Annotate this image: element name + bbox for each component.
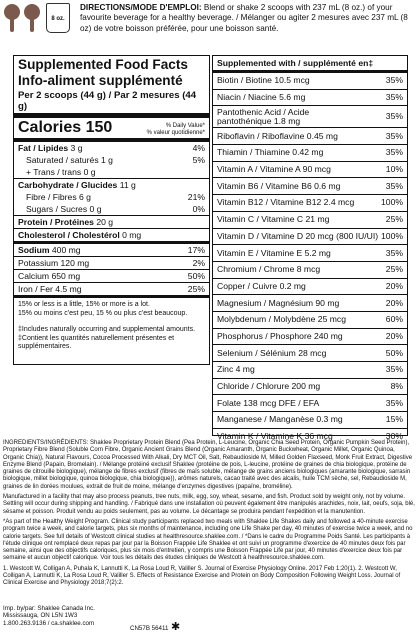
supplement-label: Manganese / Manganèse 0.3 mg <box>217 414 343 425</box>
footnote-2: 15% ou moins c'est peu, 15 % ou plus c'est beaucoup. <box>18 309 188 317</box>
supplement-label: Folate 138 mcg DFE / EFA <box>217 397 320 408</box>
directions-header <box>0 0 419 50</box>
nutrient-amount: 1 g <box>101 155 113 165</box>
facts-footnote <box>14 295 209 355</box>
ingredients-text: INGREDIENTS/INGRÉDIENTS: Shaklee Proprietary Protein Blend (Pea Protein, L-Leucine, Organic Chia Seed Protein, Organic Pumpkin Seed Protein), Proprietary Fibre Blend (Soluble Corn Fibre, Organic Ancient Grains Blend (Organic Amaranth, Organic Buckwheat, Organic Millet, Organic Quinoa, Organic Chia)), Natural Flavours, Cocoa Processed With Alkali, Dry MCT Oil, Salt, Rebaudioside M, Milled Golden Flaxseed, Monk Fruit Extract, Digestive Enzyme Blend (Papain, Bromelain). / Mélange protéiné exclusif Shaklee (protéine de pois, L-leucine, protéine de graines de chia biologique, protéine de graines de citrouille biologique), mélange de fibres exclusif (fibres de maïs soluble, mélange de grains anciens biologiques (amarante biologique, sarrasin biologique, millet biologique, quinoa biologique, chia biologique)), arômes naturels, cacao traité avec des alcalis, huile TCM sèche, sel, Rebaudioside M, graines de lin dorées moulues, extrait de fruit de moine, mélange d'enzymes digestives (papaïne, broméline). <box>3 440 413 490</box>
references-text: 1. Westcott W, Colligan A, Puhala K, Lannutti K, La Rosa Loud R, Valiller S. Journal of Exercise Physiology Online. 2017 Feb 1;20(1). 2. Westcott W, Colligan A, Lannutti K, La Rosa Loud R, Valiller S. Effects of Resistance Exercise and Protein on Body Composition Following Weight Loss. Journal of Clinical Exercise and Physiology 2018;7(2):2. <box>3 565 401 587</box>
footnote-3: ‡Includes naturally occurring and supplemental amounts. <box>18 326 196 334</box>
supplement-row <box>213 344 407 361</box>
study-text: *As part of the Healthy Weight Program. Clinical study participants replaced two meals with Shaklee Life Shakes daily and followed a 40-minute exercise program twice a week, and calorie targets, plus six months of maintenance, including one Life Shake per day, 40 minutes of exercise twice a week, and no calorie targets. See full details of Westcott clinical studies at healthresource.shaklee.com. / *Dans le cadre du Programme Poids Santé. Les participants à l'étude clinique ont remplacé deux repas par jour par la Boisson Frappée Life Shaklee et ont suivi un programme d'exercice de 40 minutes deux fois par semaine, ainsi que des objectifs caloriques, plus six mois d'entretien, y compris une Boisson Frappée Life par jour, 40 minutes d'exercice deux fois par semaine et aucun objectif calorique. Voir tous les détails des études cliniques de Westcott à healthresource.shaklee.com. <box>3 518 413 562</box>
supplement-label: Phosphorus / Phosphore 240 mg <box>217 330 343 341</box>
footnote-1: 15% or less is a little, 15% or more is a lot. <box>18 301 150 308</box>
nutrient-name: Cholesterol / Cholestérol <box>18 230 120 240</box>
supplement-label: Vitamin C / Vitamine C 21 mg <box>217 214 330 225</box>
nutrient-label <box>18 192 91 202</box>
nutrient-row <box>14 215 209 228</box>
dv-header <box>147 123 205 137</box>
supplement-label: Thiamin / Thiamine 0.42 mg <box>217 147 324 158</box>
nutrient-label <box>18 284 82 294</box>
supplement-row <box>213 378 407 395</box>
facts-title-fr: Info-aliment supplémenté <box>18 73 183 88</box>
allergen-text: Manufactured in a facility that may also process peanuts, tree nuts, milk, egg, soy, wheat, sesame, and fish. Product sold by weight only, not by volume. Settling will occur during shipping and handling. / Fabriqué dans une installation où peuvent également être manipulés arachides, noix, lait, oeufs, soja, blé, sésame et poisson. Produit vendu au poids seulement, pas au volume. Le décantage se produira pendant l'expédition et la manutention. <box>3 494 415 515</box>
supplement-dv: 100% <box>381 230 403 241</box>
supplement-dv: 15% <box>385 414 403 425</box>
supplement-dv: 35% <box>385 130 403 141</box>
supplement-row <box>213 328 407 345</box>
supplement-label: Copper / Cuivre 0.2 mg <box>217 280 306 291</box>
supplement-row <box>213 89 407 106</box>
importer-info <box>3 605 416 627</box>
supplement-dv: 35% <box>385 397 403 408</box>
supplement-label: Vitamin K / Vitamine K 36 mcg <box>217 431 333 442</box>
calories-row <box>14 118 209 141</box>
supplement-row <box>213 105 407 127</box>
supplements-title: Supplemented with / supplémenté en‡ <box>213 56 407 73</box>
nutrient-amount: 6 g <box>79 192 91 202</box>
supplement-label: Zinc 4 mg <box>217 364 255 375</box>
nutrient-row <box>14 269 209 282</box>
nutrient-row <box>14 282 209 295</box>
supplement-label: Vitamin B12 / Vitamine B12 2.4 mcg <box>217 197 355 208</box>
directions-body: Blend or shake 2 scoops with 237 mL (8 oz.) of your favourite beverage for a healthy beverage. / Mélanger ou agiter 2 mesures avec 237 mL (8 oz) de votre boisson préférée, pour une boisson santé. <box>80 3 408 33</box>
nutrient-dv: 4% <box>192 143 205 153</box>
calories-value: 150 <box>85 119 113 136</box>
nutrient-dv: 0% <box>192 204 205 214</box>
supplement-dv: 35% <box>385 180 403 191</box>
nutrient-label <box>18 155 113 165</box>
supplement-label: Niacin / Niacine 5.6 mg <box>217 92 306 103</box>
serving-size: Per 2 scoops (44 g) / Par 2 mesures (44 g) <box>14 88 209 118</box>
supplement-row <box>213 73 407 89</box>
supplement-row <box>213 311 407 328</box>
nutrient-label <box>18 217 113 227</box>
nutrient-dv: 2% <box>192 258 205 268</box>
supplement-dv: 20% <box>385 297 403 308</box>
nutrient-name: Carbohydrate / Glucides <box>18 180 118 190</box>
supplement-dv: 35% <box>385 111 403 122</box>
nutrient-name: Calcium <box>18 271 50 281</box>
importer-line-3: 1.800.263.9136 / ca.shaklee.com <box>3 619 95 627</box>
nutrient-amount: 400 mg <box>51 245 81 255</box>
nutrient-amount: 0 g <box>89 204 102 214</box>
nutrient-name: Potassium <box>18 258 59 268</box>
dv-header-en: % Daily Value* <box>165 123 205 129</box>
nutrient-row <box>14 178 209 191</box>
supplements-panel <box>212 55 408 442</box>
glass-icon <box>46 3 70 33</box>
facts-title-en: Supplemented Food Facts <box>18 57 188 72</box>
nutrient-row <box>14 203 209 215</box>
dv-header-fr: % valeur quotidienne* <box>146 130 205 136</box>
supplement-dv: 30% <box>385 431 403 442</box>
supplement-dv: 35% <box>385 247 403 258</box>
nutrient-name: + Trans / trans <box>26 167 82 177</box>
supplement-dv: 20% <box>385 330 403 341</box>
supplement-label: Biotin / Biotine 10.5 mcg <box>217 75 310 86</box>
supplement-row <box>213 394 407 411</box>
nutrient-name: Fibre / Fibres <box>26 192 77 202</box>
nutrient-amount: 650 mg <box>51 271 81 281</box>
supplement-label: Vitamin D / Vitamine D 20 mcg (800 IU/UI) <box>217 230 379 241</box>
nutrient-label <box>18 230 141 240</box>
scoop-icon <box>24 4 40 32</box>
nutrient-dv: 25% <box>187 284 205 294</box>
directions-heading: DIRECTIONS/MODE D'EMPLOI: <box>80 3 202 12</box>
nutrient-name: Saturated / saturés <box>26 155 99 165</box>
nutrient-row <box>14 191 209 203</box>
supplement-row <box>213 261 407 278</box>
nutrient-amount: 3 g <box>70 143 83 153</box>
nutrient-amount: 0 g <box>83 167 96 177</box>
nutrient-dv: 17% <box>187 245 205 255</box>
nutrient-amount: 4.5 mg <box>55 284 82 294</box>
nutrient-name: Protein / Protéines <box>18 217 94 227</box>
nutrient-label <box>18 167 96 177</box>
ingredients-section <box>3 440 416 591</box>
supplement-row <box>213 228 407 245</box>
nutrient-amount: 120 mg <box>60 258 90 268</box>
footnote-4: ‡Contient les quantités naturellement présentes et supplémentaires. <box>18 334 175 351</box>
supplement-label: Magnesium / Magnésium 90 mg <box>217 297 340 308</box>
calories-label: Calories <box>18 119 82 136</box>
importer-line-2: Mississauga, ON L5N 1W3 <box>3 612 78 620</box>
supplement-label: Selenium / Sélénium 28 mcg <box>217 347 327 358</box>
nutrient-amount: 11 g <box>119 180 136 190</box>
supplement-row <box>213 127 407 144</box>
supplement-dv: 25% <box>385 214 403 225</box>
supplement-row <box>213 244 407 261</box>
nutrient-list <box>14 141 209 295</box>
supplement-label: Pantothenic Acid / Acide pantothénique 1.8 mg <box>217 106 310 126</box>
nutrient-label <box>18 245 81 255</box>
supplement-dv: 25% <box>385 264 403 275</box>
supplement-dv: 35% <box>385 92 403 103</box>
nutrient-dv: 5% <box>192 155 205 165</box>
supplement-label: Riboflavin / Riboflavine 0.45 mg <box>217 130 338 141</box>
supplement-dv: 35% <box>385 364 403 375</box>
supplement-row <box>213 194 407 211</box>
supplement-dv: 50% <box>385 347 403 358</box>
nutrient-row <box>14 166 209 178</box>
supplement-row <box>213 177 407 194</box>
nutrient-label <box>18 180 136 190</box>
nutrition-facts-panel <box>13 55 210 365</box>
nutrient-amount: 0 mg <box>122 230 142 240</box>
supplement-row <box>213 278 407 295</box>
supplement-list <box>213 73 407 444</box>
nutrient-label <box>18 258 89 268</box>
supplement-dv: 20% <box>385 280 403 291</box>
nutrient-name: Sugars / Sucres <box>26 204 88 214</box>
supplement-label: Vitamin A / Vitamine A 90 mcg <box>217 164 331 175</box>
nutrient-row <box>14 256 209 269</box>
supplement-dv: 10% <box>385 164 403 175</box>
importer-line-1: Imp. by/par: Shaklee Canada Inc. <box>3 605 95 612</box>
supplement-label: Vitamin E / Vitamine E 5.2 mg <box>217 247 331 258</box>
supplement-row <box>213 411 407 428</box>
nutrient-label <box>18 271 80 281</box>
nutrient-row <box>14 241 209 256</box>
supplement-row <box>213 144 407 161</box>
nutrient-row <box>14 141 209 154</box>
supplement-dv: 8% <box>390 381 403 392</box>
scoop-icon <box>4 4 20 32</box>
nutrient-row <box>14 228 209 241</box>
supplement-label: Chromium / Chrome 8 mcg <box>217 264 321 275</box>
nutrient-dv: 50% <box>187 271 205 281</box>
nutrient-dv: 21% <box>187 192 205 202</box>
supplement-row <box>213 161 407 178</box>
nutrient-label <box>18 204 101 214</box>
supplement-label: Vitamin B6 / Vitamine B6 0.6 mg <box>217 180 341 191</box>
nutrient-amount: 20 g <box>96 217 114 227</box>
directions-text <box>80 3 410 34</box>
supplement-row <box>213 361 407 378</box>
supplement-row <box>213 294 407 311</box>
supplement-label: Molybdenum / Molybdène 25 mcg <box>217 314 346 325</box>
supplement-dv: 60% <box>385 314 403 325</box>
nutrient-row <box>14 154 209 166</box>
nutrient-name: Iron / Fer <box>18 284 53 294</box>
nutrient-label <box>18 143 82 153</box>
supplement-row <box>213 211 407 228</box>
nutrient-name: Fat / Lipides <box>18 143 69 153</box>
product-code: CN57B 56411 <box>130 625 169 632</box>
supplement-dv: 100% <box>381 197 403 208</box>
supplement-dv: 35% <box>385 75 403 86</box>
star-icon: ✱ <box>171 621 181 633</box>
glass-label: 8 oz. <box>51 16 65 22</box>
nutrient-name: Sodium <box>18 245 50 255</box>
supplement-label: Chloride / Chlorure 200 mg <box>217 381 321 392</box>
calories <box>18 119 112 137</box>
supplement-dv: 35% <box>385 147 403 158</box>
